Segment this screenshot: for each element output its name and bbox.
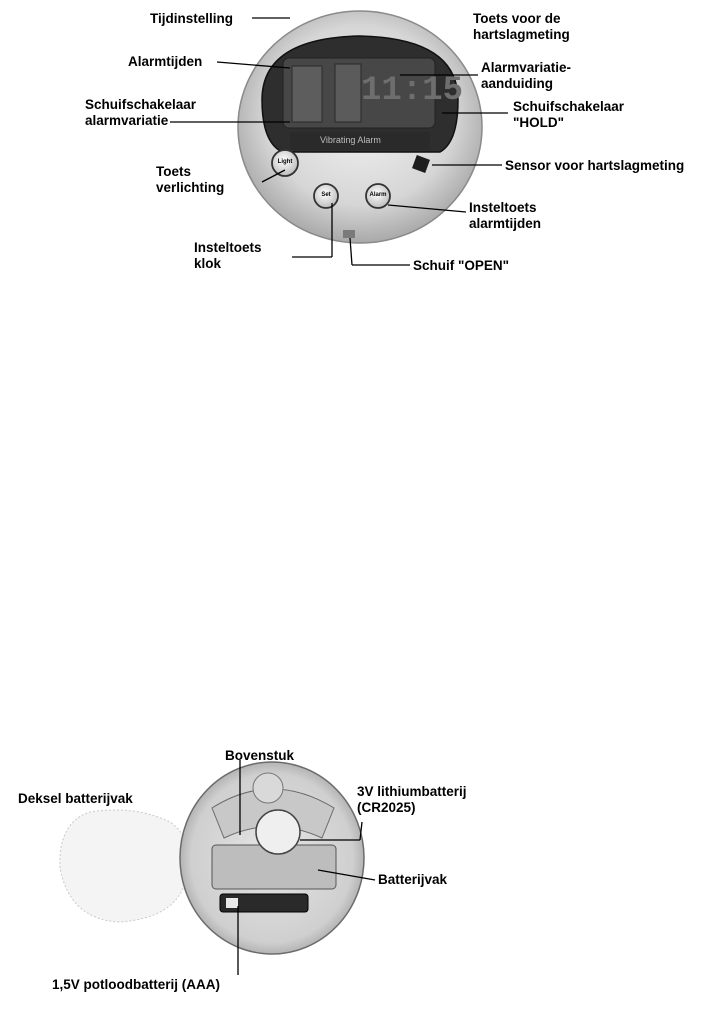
- display-digits: 11:15: [361, 72, 464, 110]
- label-alarmvariatie-aanduiding: [481, 60, 571, 92]
- label-sensor-hartslagmeting: Sensor voor hartslagmeting: [505, 158, 685, 173]
- label-schuifschakelaar-alarmvariatie: [85, 97, 196, 129]
- battery-cover: [60, 810, 189, 922]
- label-line: alarmtijden: [469, 216, 542, 231]
- label-toets-hartslagmeting: [473, 11, 570, 43]
- label-insteltoets-alarmtijden: [469, 200, 541, 232]
- label-line: (CR2025): [357, 800, 416, 815]
- alarm-button-label: Alarm: [369, 192, 387, 198]
- label-line: hartslagmeting: [473, 27, 570, 42]
- label-batterijvak: Batterijvak: [378, 872, 448, 887]
- label-tijdinstelling: Tijdinstelling: [150, 11, 234, 26]
- label-insteltoets-klok: [194, 240, 262, 272]
- top-part-knob: [253, 773, 283, 803]
- label-line: Toets: [156, 164, 192, 179]
- label-line: Alarmvariatie-: [481, 60, 572, 75]
- alarm-clock-front: [238, 11, 482, 243]
- set-button-label: Set: [321, 192, 331, 198]
- label-bovenstuk: Bovenstuk: [225, 748, 295, 763]
- label-line: verlichting: [156, 180, 225, 195]
- light-button-label: Light: [277, 159, 293, 165]
- label-lithiumbatterij: [357, 784, 467, 816]
- lithium-battery-shape: [256, 810, 300, 854]
- open-slider: [343, 230, 355, 238]
- label-line: Schuifschakelaar: [513, 99, 625, 114]
- label-potloodbatterij: 1,5V potloodbatterij (AAA): [52, 977, 220, 992]
- label-line: 3V lithiumbatterij: [357, 784, 467, 799]
- label-toets-verlichting: [156, 164, 224, 196]
- alarm-times-segment: [292, 66, 322, 122]
- label-line: aanduiding: [481, 76, 553, 91]
- label-deksel-batterijvak: Deksel batterijvak: [18, 791, 133, 806]
- label-schuifschakelaar-hold: [513, 99, 624, 131]
- label-line: Insteltoets: [469, 200, 537, 215]
- label-line: "HOLD": [513, 115, 565, 130]
- label-schuif-open: Schuif "OPEN": [413, 258, 510, 273]
- alarm-clock-back: [180, 762, 364, 954]
- label-line: klok: [194, 256, 222, 271]
- label-line: Toets voor de: [473, 11, 561, 26]
- label-line: alarmvariatie: [85, 113, 169, 128]
- label-alarmtijden: Alarmtijden: [128, 54, 203, 69]
- label-line: Insteltoets: [194, 240, 262, 255]
- alarm-variation-segment: [335, 64, 361, 122]
- label-line: Schuifschakelaar: [85, 97, 197, 112]
- screen-brand-text: Vibrating Alarm: [320, 135, 381, 145]
